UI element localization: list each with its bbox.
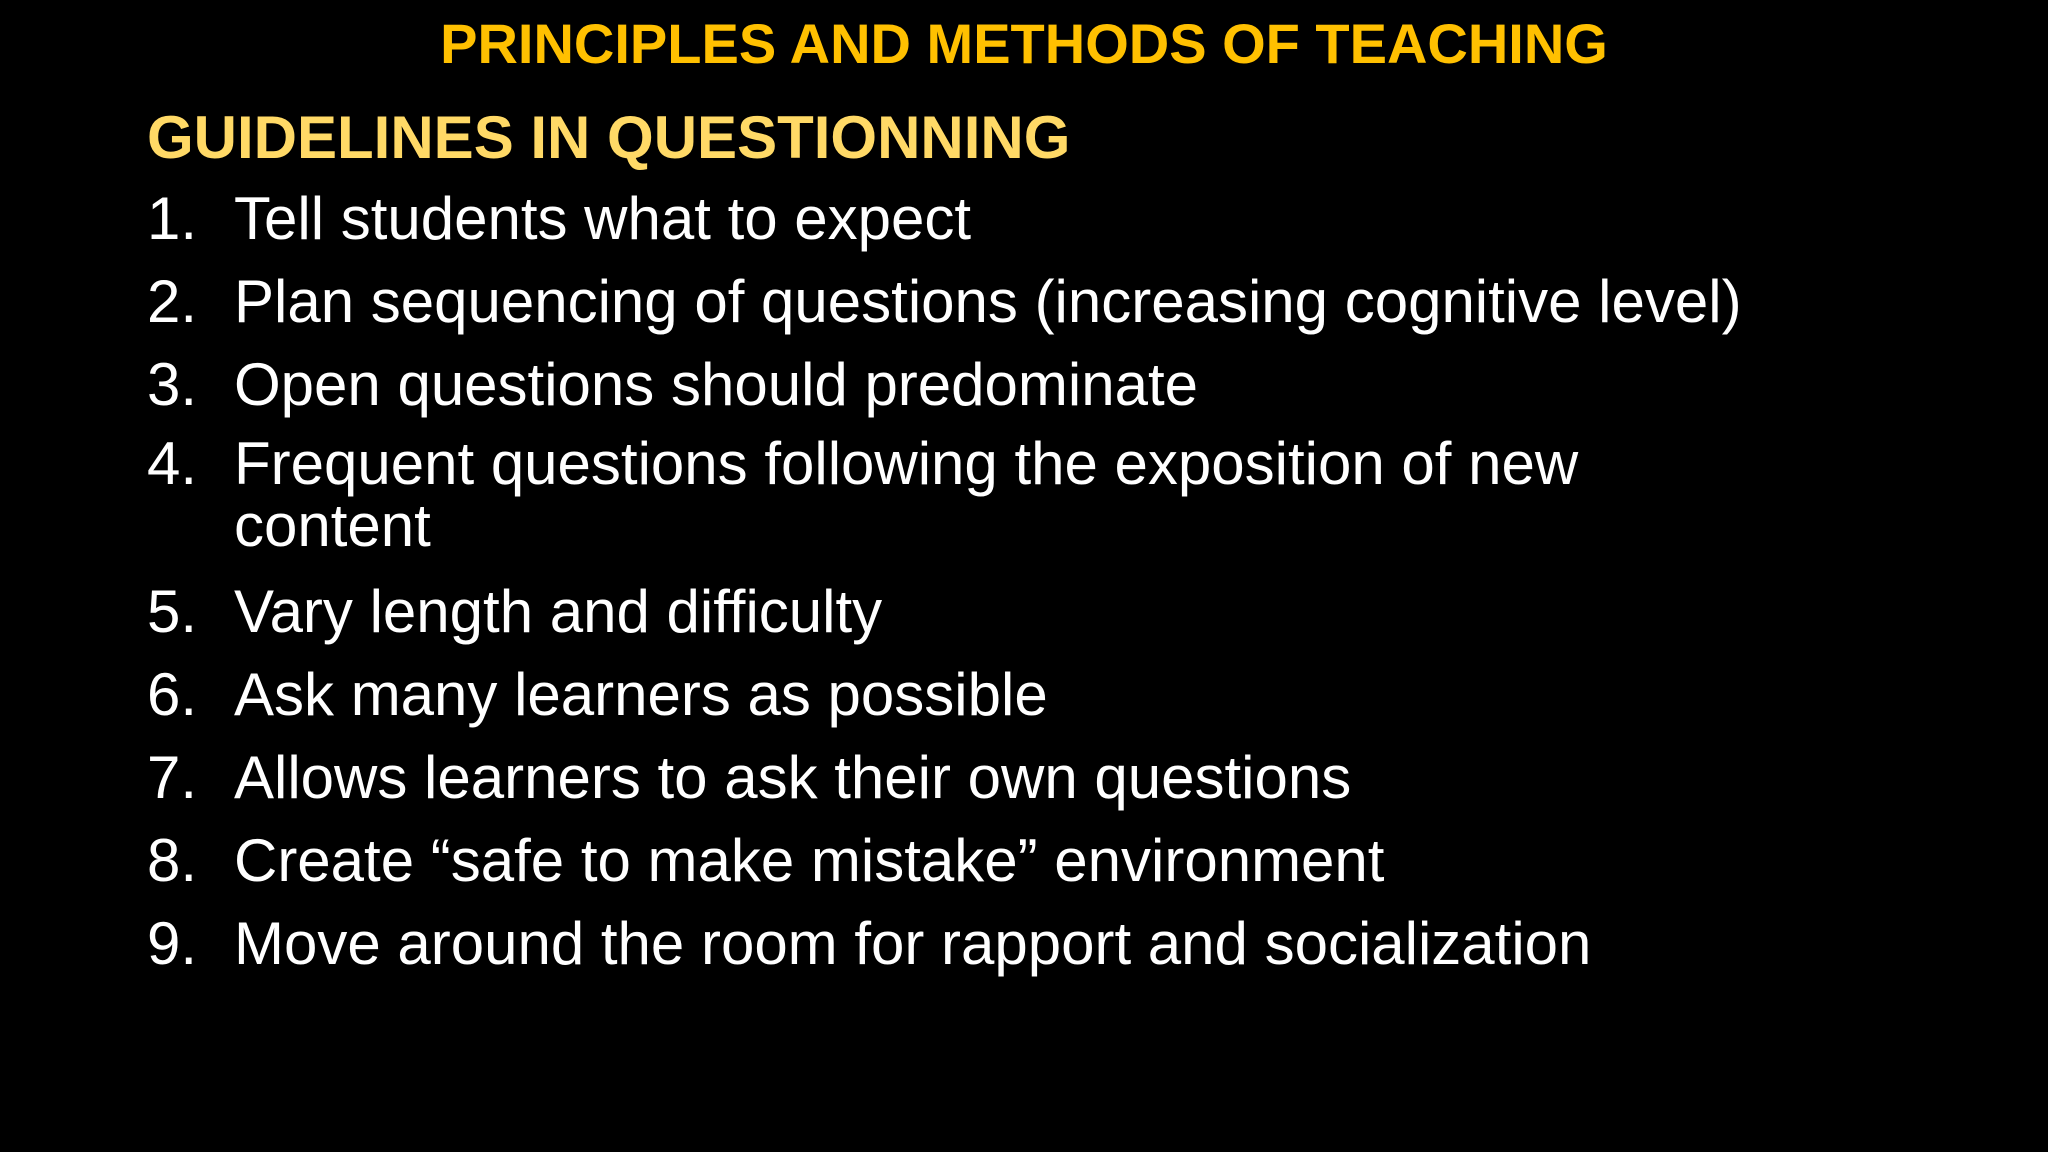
list-item — [147, 184, 1947, 254]
item-text: Create “safe to make mistake” environment — [234, 827, 1385, 894]
item-text: Open questions should predominate — [234, 351, 1198, 418]
item-text: Allows learners to ask their own questions — [234, 744, 1352, 811]
item-number: 3. — [147, 351, 198, 418]
list-item — [147, 909, 1947, 979]
item-number: 1. — [147, 185, 198, 252]
item-number: 5. — [147, 578, 198, 645]
guideline-list — [147, 184, 1947, 992]
item-text: Vary length and difficulty — [234, 578, 883, 645]
list-item — [147, 430, 1947, 559]
list-item — [147, 577, 1947, 647]
list-item — [147, 660, 1947, 730]
item-text: Ask many learners as possible — [234, 661, 1048, 728]
item-number: 4. — [147, 430, 198, 497]
list-item — [147, 267, 1947, 337]
list-item — [147, 350, 1947, 420]
item-text: Frequent questions following the exposition of new content — [234, 430, 1579, 559]
item-text: Move around the room for rapport and socialization — [234, 910, 1592, 977]
item-number: 8. — [147, 827, 198, 894]
item-number: 9. — [147, 910, 198, 977]
item-number: 2. — [147, 268, 198, 335]
item-text: Plan sequencing of questions (increasing cognitive level) — [234, 268, 1742, 335]
section-heading: GUIDELINES IN QUESTIONNING — [147, 104, 1071, 171]
list-item — [147, 826, 1947, 896]
list-item — [147, 743, 1947, 813]
item-number: 7. — [147, 744, 198, 811]
slide-title: PRINCIPLES AND METHODS OF TEACHING — [440, 12, 1608, 75]
item-text: Tell students what to expect — [234, 185, 972, 252]
item-number: 6. — [147, 661, 198, 728]
